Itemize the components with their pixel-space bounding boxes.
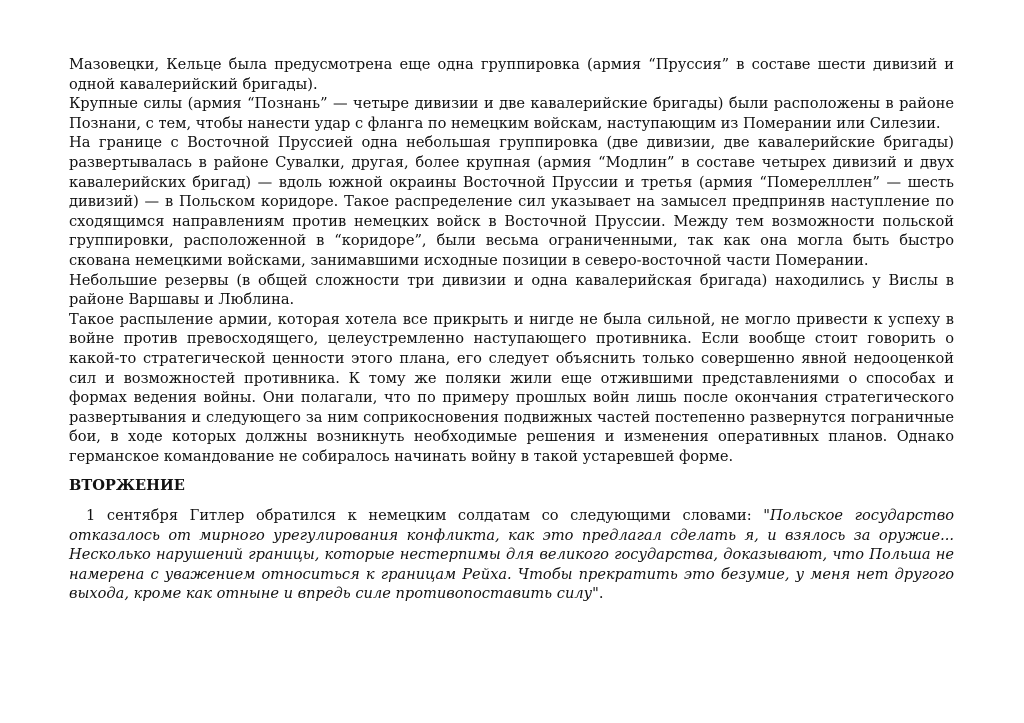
quote-outro: ". [592, 585, 604, 603]
quote-paragraph [69, 506, 954, 604]
quote-intro: 1 сентября Гитлер обратился к немецким солдатам со следующими словами: " [86, 507, 770, 525]
paragraph-dispersal: Такое распыление армии, которая хотела все прикрыть и нигде не была сильной, не могло привести к успеху в войне против превосходящего, целеустремленно наступающего противника. Если вообще стоит говорить о какой-то стратегической ценности этого плана, его следует объяснить только совершенно явной недооценкой сил и возможностей противника. К тому же поляки жили еще отжившими представлениями о способах и формах ведения войны. Они полагали, что по примеру прошлых войн лишь после окончания стратегического развертывания и следующего за ним соприкосновения подвижных частей постепенно развернутся пограничные бои, в ходе которых должны возникнуть необходимые решения и изменения оперативных планов. Однако германское командование не собиралось начинать войну в такой устаревшей форме. [69, 310, 954, 465]
paragraph-east-prussia-border: На границе с Восточной Пруссией одна небольшая группировка (две дивизии, две кавалерийские бригады) развертывалась в районе Сувалки, другая, более крупная (армия “Модлин” в составе четырех дивизий и двух кавалерийских бригад) — вдоль южной окраины Восточной Пруссии и третья (армия “Померелллен” — шесть дивизий) — в Польском коридоре. Такое распределение сил указывает на замысел предприняв наступление по сходящимся направлениям против немецких войск в Восточной Пруссии. Между тем возможности польской группировки, расположенной в “коридоре”, были весьма ограниченными, так как она могла быть быстро скована немецкими войсками, занимавшими исходные позиции в северо-восточной части Померании. [69, 134, 954, 269]
quote-text: Польское государство отказалось от мирного урегулирования конфликта, как это предлагал сделать я, и взялось за оружие... Несколько нарушений границы, которые нестерпимы для великого государства, доказывают, что Польша не намерена с уважением относиться к границам Рейха. Чтобы прекратить это безумие, у меня нет другого выхода, кроме как отныне и впредь силе противопоставить силу [69, 507, 954, 603]
document-page [69, 55, 954, 604]
paragraph-prussia-army: Мазовецки, Кельце была предусмотрена еще одна группировка (армия “Пруссия” в составе шести дивизий и одной кавалерийский бригады). [69, 56, 954, 93]
paragraph-reserves: Небольшие резервы (в общей сложности три дивизии и одна кавалерийская бригада) находились у Вислы в районе Варшавы и Люблина. [69, 271, 954, 309]
paragraph-poznan-army: Крупные силы (армия “Познань” — четыре дивизии и две кавалерийские бригады) были расположены в районе Познани, с тем, чтобы нанести удар с фланга по немецким войскам, наступающим из Померании или Силезии. [69, 95, 954, 132]
section-heading: ВТОРЖЕНИЕ [69, 477, 185, 495]
